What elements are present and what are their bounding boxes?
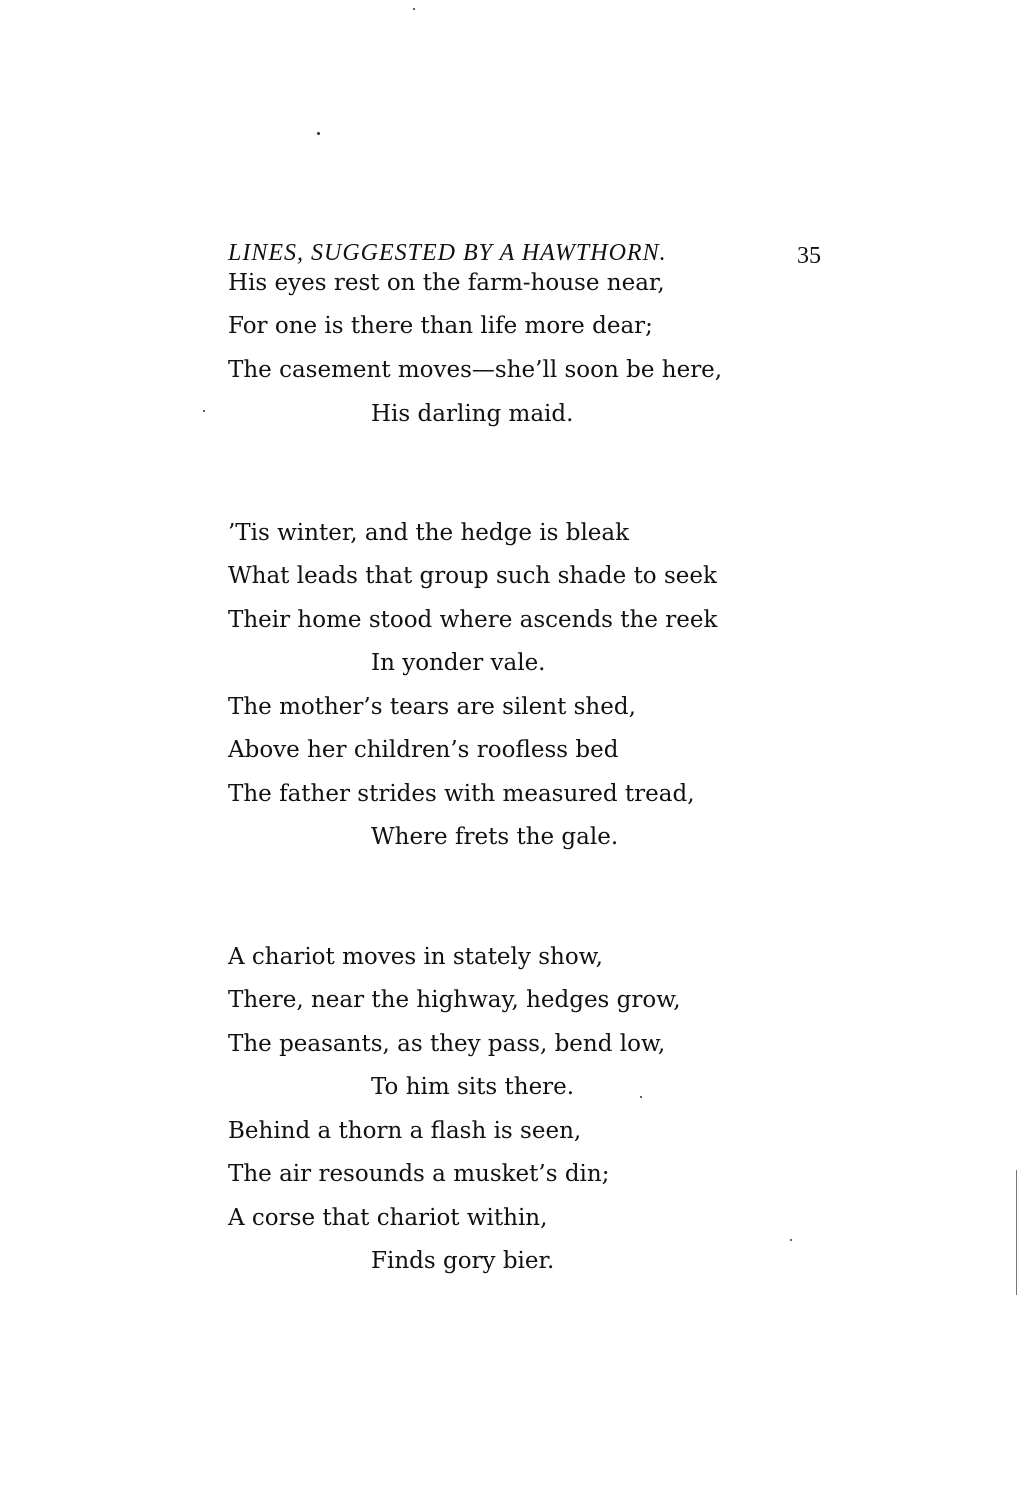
running-title: LINES, SUGGESTED BY A HAWTHORN. — [228, 240, 667, 266]
scan-speck — [640, 1096, 642, 1098]
poem-line: His darling maid. — [371, 401, 574, 427]
poem-line: The casement moves—she’ll soon be here, — [228, 357, 723, 383]
poem-line: Where frets the gale. — [371, 824, 619, 850]
poem-line: A chariot moves in stately show, — [228, 944, 603, 970]
poem-line: His eyes rest on the farm-house near, — [228, 270, 665, 296]
poem-line: What leads that group such shade to seek — [228, 563, 717, 589]
poem-line: For one is there than life more dear; — [228, 313, 653, 339]
scan-speck — [790, 1239, 792, 1241]
poem-line: To him sits there. — [371, 1074, 575, 1100]
poem-line: In yonder vale. — [371, 650, 546, 676]
poem-line: The father strides with measured tread, — [228, 781, 695, 807]
poem-line: The air resounds a musket’s din; — [228, 1161, 610, 1187]
scan-speck — [203, 410, 205, 412]
page-number: 35 — [797, 243, 821, 269]
scan-speck — [413, 8, 415, 10]
poem-line: There, near the highway, hedges grow, — [228, 987, 681, 1013]
poem-line: The mother’s tears are silent shed, — [228, 694, 636, 720]
scan-edge-line — [1016, 1170, 1017, 1295]
poem-line: Their home stood where ascends the reek — [228, 607, 718, 633]
poem-line: Above her children’s roofless bed — [228, 737, 619, 763]
poem-line: Behind a thorn a flash is seen, — [228, 1118, 582, 1144]
poem-line: The peasants, as they pass, bend low, — [228, 1031, 666, 1057]
poem-line: ’Tis winter, and the hedge is bleak — [228, 520, 630, 546]
scan-speck — [317, 132, 320, 135]
poem-line: Finds gory bier. — [371, 1248, 555, 1274]
poem-line: A corse that chariot within, — [228, 1205, 548, 1231]
